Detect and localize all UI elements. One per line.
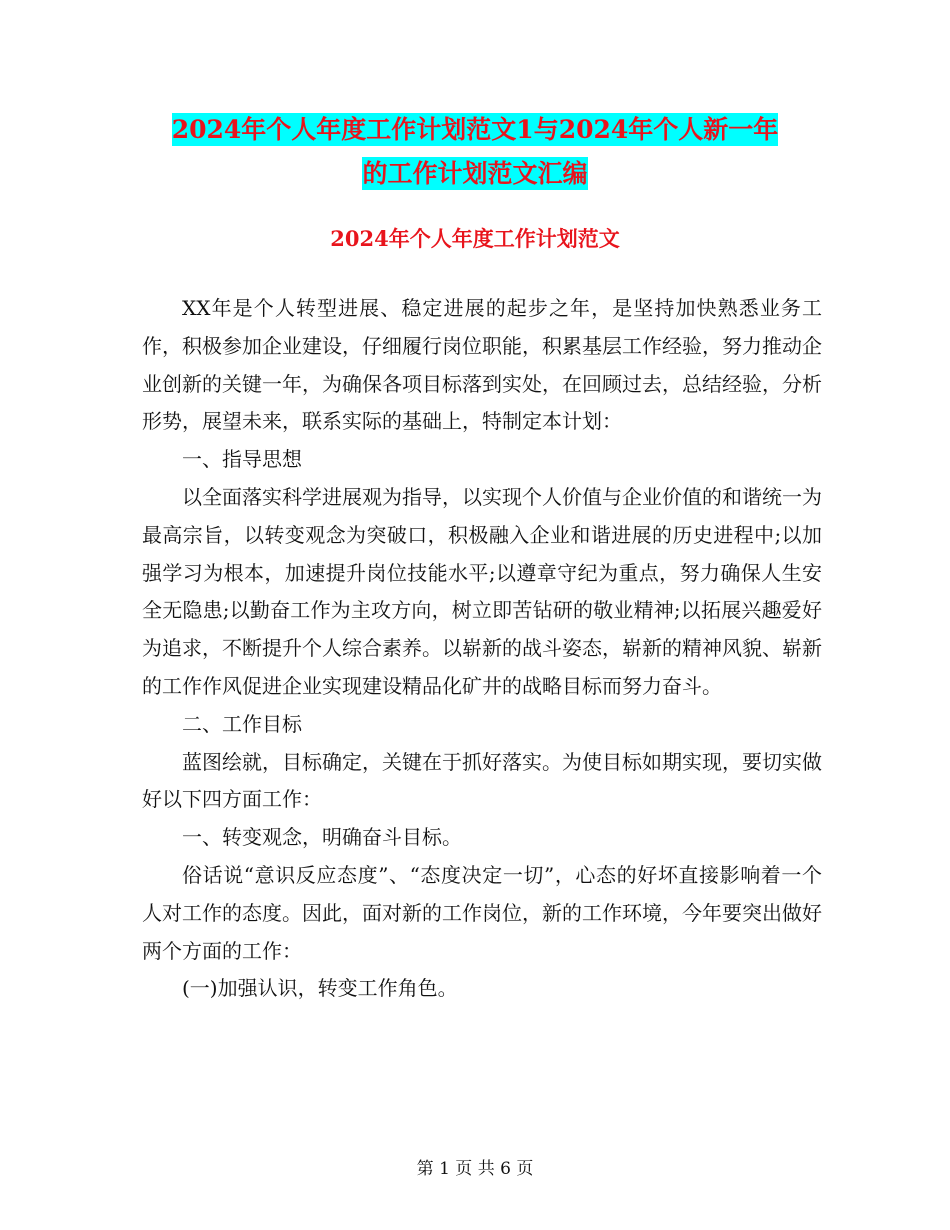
list-item-strengthen-awareness: (一)加强认识，转变工作角色。	[182, 976, 458, 1001]
work-goals-paragraph: 蓝图绘就，目标确定，关键在于抓好落实。为使目标如期实现，要切实做好以下四方面工作：	[142, 749, 822, 812]
intro-paragraph: XX年是个人转型进展、稳定进展的起步之年，是坚持加快熟悉业务工作，积极参加企业建设，仔细履行岗位职能，积累基层工作经验，努力推动企业创新的关键一年，为确保各项目标落到实处，在回顾过去，总结经验，分析形势，展望未来，联系实际的基础上，特制定本计划：	[142, 296, 822, 434]
change-mindset-paragraph: 俗话说“意识反应态度”、“态度决定一切”，心态的好坏直接影响着一个人对工作的态度。因此，面对新的工作岗位，新的工作环境，今年要突出做好两个方面的工作：	[142, 862, 822, 963]
document-body	[142, 290, 822, 1008]
document-title-line-2	[0, 158, 950, 190]
section-heading-guiding-ideology: 一、指导思想	[182, 447, 302, 472]
title-highlight: 的工作计划范文汇编	[362, 159, 588, 188]
section-subtitle: 2024年个人年度工作计划范文	[330, 226, 620, 251]
page-number-footer: 第 1 页 共 6 页	[416, 1159, 534, 1179]
subsection-heading-change-mindset: 一、转变观念，明确奋斗目标。	[182, 825, 462, 850]
title-highlight: 2024年个人年度工作计划范文1与2024年个人新一年	[171, 115, 779, 144]
section-heading-work-goals: 二、工作目标	[182, 711, 302, 736]
guiding-ideology-paragraph: 以全面落实科学进展观为指导，以实现个人价值与企业价值的和谐统一为最高宗旨，以转变观念为突破口，积极融入企业和谐进展的历史进程中;以加强学习为根本，加速提升岗位技能水平;以遵章守纪为重点，努力确保人生安全无隐患;以勤奋工作为主攻方向，树立即苦钻研的敬业精神;以拓展兴趣爱好为追求，不断提升个人综合素养。以崭新的战斗姿态，崭新的精神风貌、崭新的工作作风促进企业实现建设精品化矿井的战略目标而努力奋斗。	[142, 484, 822, 698]
document-title-line-1	[0, 114, 950, 146]
